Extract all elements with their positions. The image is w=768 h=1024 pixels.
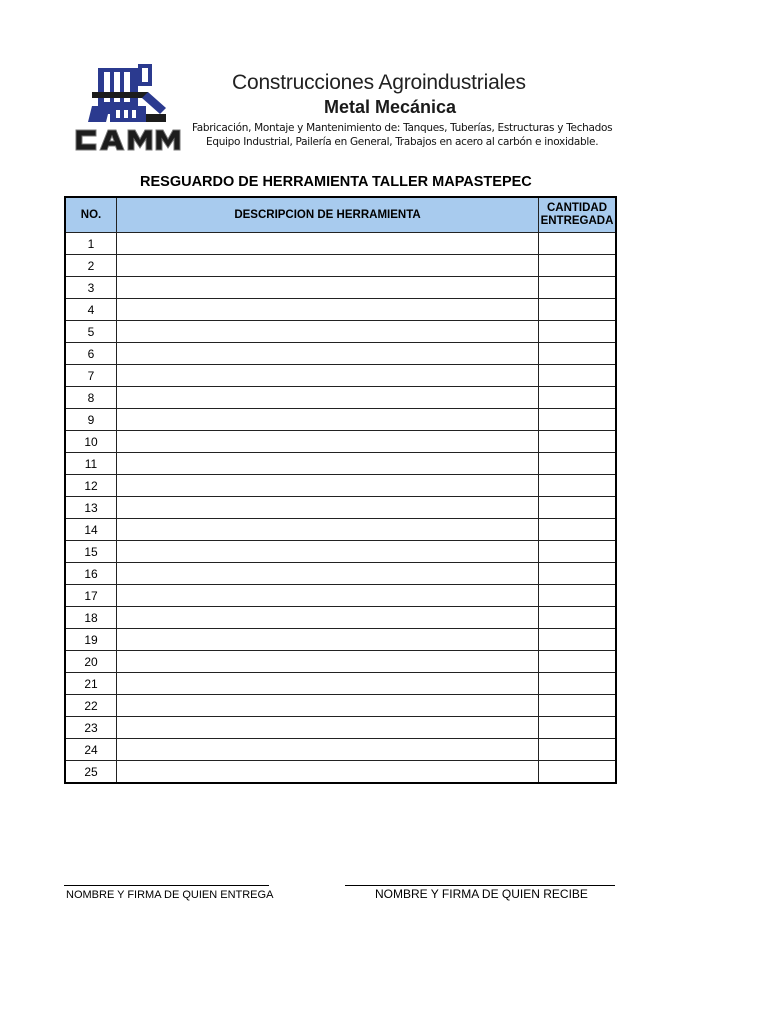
table-row	[65, 497, 616, 519]
table-row	[65, 453, 616, 475]
row-description-cell	[117, 563, 539, 585]
row-number: 1	[65, 233, 117, 255]
header-description: DESCRIPCION DE HERRAMIENTA	[117, 197, 539, 233]
row-number: 3	[65, 277, 117, 299]
row-description-cell	[117, 695, 539, 717]
row-quantity-cell	[539, 629, 617, 651]
table-row	[65, 563, 616, 585]
signature-label-deliver: NOMBRE Y FIRMA DE QUIEN ENTREGA	[66, 889, 274, 901]
row-quantity-cell	[539, 409, 617, 431]
signature-line-receive	[345, 885, 615, 886]
table-row	[65, 717, 616, 739]
row-description-cell	[117, 673, 539, 695]
row-quantity-cell	[539, 255, 617, 277]
table-row	[65, 321, 616, 343]
row-number: 16	[65, 563, 117, 585]
row-quantity-cell	[539, 387, 617, 409]
table-row	[65, 761, 616, 784]
table-row	[65, 629, 616, 651]
header-no: NO.	[65, 197, 117, 233]
table-body	[65, 233, 616, 784]
row-description-cell	[117, 475, 539, 497]
row-number: 23	[65, 717, 117, 739]
row-description-cell	[117, 343, 539, 365]
row-description-cell	[117, 453, 539, 475]
header-quantity: CANTIDAD ENTREGADA	[539, 197, 617, 233]
row-number: 7	[65, 365, 117, 387]
table-row	[65, 299, 616, 321]
row-number: 25	[65, 761, 117, 784]
table-row	[65, 673, 616, 695]
table-row	[65, 585, 616, 607]
row-number: 22	[65, 695, 117, 717]
table-row	[65, 387, 616, 409]
row-number: 11	[65, 453, 117, 475]
row-quantity-cell	[539, 277, 617, 299]
signature-label-receive: NOMBRE Y FIRMA DE QUIEN RECIBE	[375, 887, 588, 901]
row-number: 15	[65, 541, 117, 563]
row-quantity-cell	[539, 343, 617, 365]
row-description-cell	[117, 717, 539, 739]
row-description-cell	[117, 387, 539, 409]
row-quantity-cell	[539, 607, 617, 629]
row-quantity-cell	[539, 541, 617, 563]
row-description-cell	[117, 497, 539, 519]
table-row	[65, 541, 616, 563]
company-services-line-1: Fabricación, Montaje y Mantenimiento de: Tanques, Tuberías, Estructuras y Techados	[192, 122, 613, 134]
row-quantity-cell	[539, 519, 617, 541]
row-quantity-cell	[539, 673, 617, 695]
table-row	[65, 255, 616, 277]
row-number: 12	[65, 475, 117, 497]
row-description-cell	[117, 299, 539, 321]
row-quantity-cell	[539, 563, 617, 585]
row-quantity-cell	[539, 321, 617, 343]
row-quantity-cell	[539, 695, 617, 717]
row-quantity-cell	[539, 365, 617, 387]
row-number: 24	[65, 739, 117, 761]
table-row	[65, 475, 616, 497]
row-number: 2	[65, 255, 117, 277]
row-quantity-cell	[539, 475, 617, 497]
row-number: 17	[65, 585, 117, 607]
row-description-cell	[117, 541, 539, 563]
row-number: 19	[65, 629, 117, 651]
row-description-cell	[117, 321, 539, 343]
row-description-cell	[117, 431, 539, 453]
row-number: 5	[65, 321, 117, 343]
table-row	[65, 519, 616, 541]
row-number: 18	[65, 607, 117, 629]
row-quantity-cell	[539, 739, 617, 761]
row-description-cell	[117, 409, 539, 431]
row-number: 13	[65, 497, 117, 519]
row-quantity-cell	[539, 497, 617, 519]
row-description-cell	[117, 519, 539, 541]
table-row	[65, 695, 616, 717]
row-quantity-cell	[539, 585, 617, 607]
row-description-cell	[117, 651, 539, 673]
row-description-cell	[117, 233, 539, 255]
row-description-cell	[117, 255, 539, 277]
row-number: 20	[65, 651, 117, 673]
table-row	[65, 277, 616, 299]
letterhead	[62, 62, 622, 158]
table-row	[65, 343, 616, 365]
row-description-cell	[117, 629, 539, 651]
row-description-cell	[117, 365, 539, 387]
table-row	[65, 233, 616, 255]
row-quantity-cell	[539, 453, 617, 475]
row-description-cell	[117, 739, 539, 761]
row-number: 14	[65, 519, 117, 541]
table-row	[65, 431, 616, 453]
row-number: 9	[65, 409, 117, 431]
row-quantity-cell	[539, 651, 617, 673]
row-description-cell	[117, 607, 539, 629]
row-quantity-cell	[539, 761, 617, 784]
row-description-cell	[117, 277, 539, 299]
row-quantity-cell	[539, 299, 617, 321]
company-logo	[62, 62, 192, 156]
signature-line-deliver	[64, 885, 269, 886]
table-row	[65, 607, 616, 629]
document-title: RESGUARDO DE HERRAMIENTA TALLER MAPASTEPEC	[140, 174, 532, 190]
company-subtitle: Metal Mecánica	[324, 97, 457, 117]
table-row	[65, 739, 616, 761]
row-description-cell	[117, 761, 539, 784]
row-number: 6	[65, 343, 117, 365]
row-number: 4	[65, 299, 117, 321]
row-number: 10	[65, 431, 117, 453]
company-services-line-2: Equipo Industrial, Pailería en General, Trabajos en acero al carbón e inoxidable.	[206, 136, 599, 148]
company-name: Construcciones Agroindustriales	[232, 71, 526, 94]
row-number: 21	[65, 673, 117, 695]
table-row	[65, 409, 616, 431]
row-number: 8	[65, 387, 117, 409]
table-row	[65, 365, 616, 387]
table-row	[65, 651, 616, 673]
table-header-row	[65, 197, 616, 233]
row-description-cell	[117, 585, 539, 607]
row-quantity-cell	[539, 717, 617, 739]
row-quantity-cell	[539, 233, 617, 255]
tool-custody-table	[64, 196, 617, 784]
row-quantity-cell	[539, 431, 617, 453]
